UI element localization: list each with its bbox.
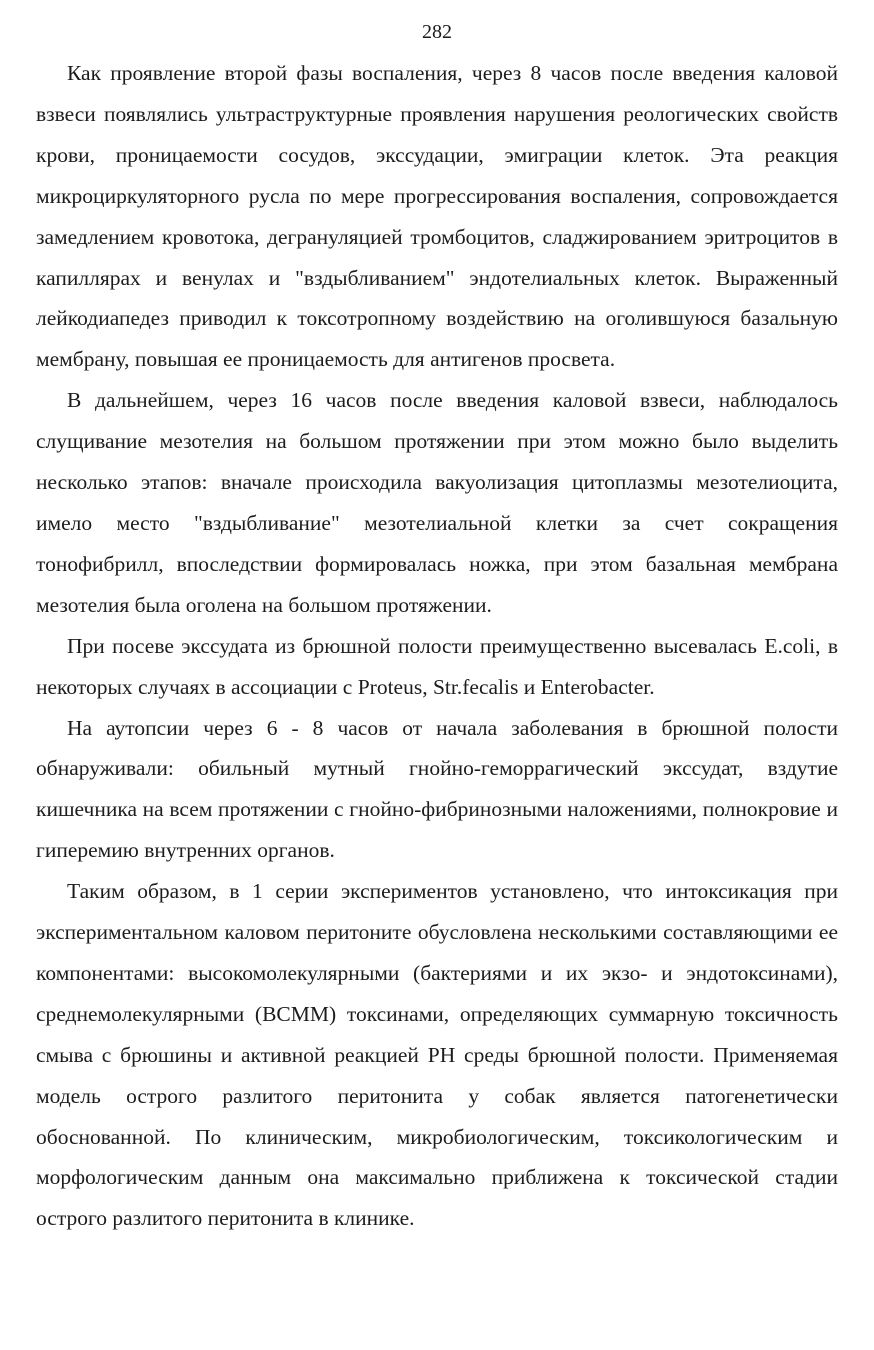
document-body <box>36 53 838 1239</box>
page-number: 282 <box>422 21 452 43</box>
paragraph-inflammation-second-phase: Как проявление второй фазы воспаления, через 8 часов после введения каловой взвеси появлялись ультраструктурные проявления нарушения реологических свойств крови, проницаемости сосудов, экссудации, эмиграции клеток. Эта реакция микроциркуляторного русла по мере прогрессирования воспаления, сопровождается замедлением кровотока, дегрануляцией тромбоцитов, сладжированием эритроцитов в капиллярах и венулах и "вздыбливанием" эндотелиальных клеток. Выраженный лейкодиапедез приводил к токсотропному воздействию на оголившуюся базальную мембрану, повышая ее проницаемость для антигенов просвета. <box>36 61 838 372</box>
paragraph-conclusion: Таким образом, в 1 серии экспериментов установлено, что интоксикация при экспериментальном каловом перитоните обусловлена несколькими составляющими ее компонентами: высокомолекулярными (бактериями и их экзо- и эндотоксинами), среднемолекулярными (ВСММ) токсинами, определяющих суммарную токсичность смыва с брюшины и активной реакцией РН среды брюшной полости. Применяемая модель острого разлитого перитонита у собак является патогенетически обоснованной. По клиническим, микробиологическим, токсикологическим и морфологическим данным она максимально приближена к токсической стадии острого разлитого перитонита в клинике. <box>36 879 838 1231</box>
paragraph-autopsy-findings: На аутопсии через 6 - 8 часов от начала заболевания в брюшной полости обнаруживали: обильный мутный гнойно-геморрагический экссудат, вздутие кишечника на всем протяжении с гнойно-фибринозными наложениями, полнокровие и гиперемию внутренних органов. <box>36 715 838 863</box>
paragraph-mesothelium-desquamation: В дальнейшем, через 16 часов после введения каловой взвеси, наблюдалось слущивание мезотелия на большом протяжении при этом можно было выделить несколько этапов: вначале происходила вакуолизация цитоплазмы мезотелиоцита, имело место "вздыбливание" мезотелиальной клетки за счет сокращения тонофибрилл, впоследствии формировалась ножка, при этом базальная мембрана мезотелия была оголена на большом протяжении. <box>36 388 838 617</box>
paragraph-exudate-culture: При посеве экссудата из брюшной полости преимущественно высевалась E.coli, в некоторых случаях в ассоциации с Proteus, Str.fecalis и Enterobacter. <box>36 633 838 699</box>
